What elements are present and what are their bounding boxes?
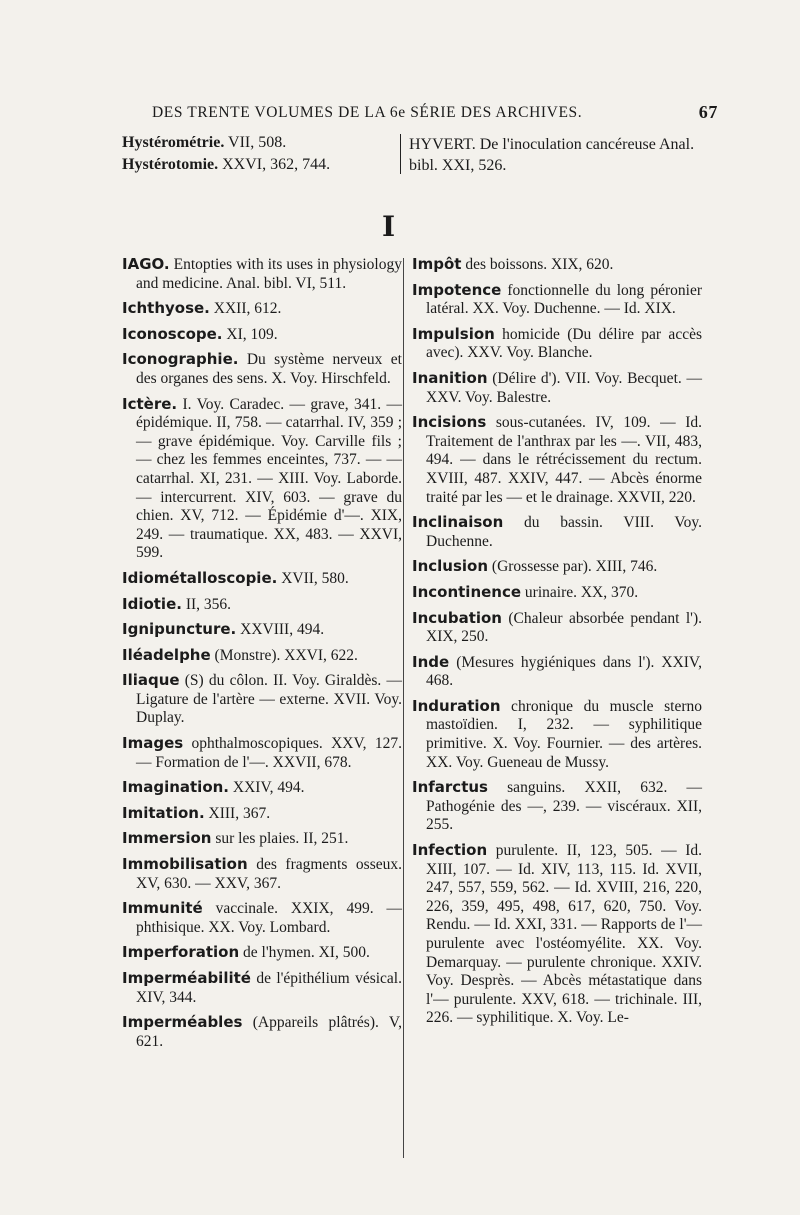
running-title: DES TRENTE VOLUMES DE LA 6e SÉRIE DES ARCHIVES. (152, 104, 583, 121)
headword: Idiotie. (122, 594, 182, 613)
index-entry (412, 255, 702, 275)
index-entry (122, 1013, 402, 1051)
entry-text: (Grossesse par). XIII, 746. (488, 558, 658, 576)
headword: Impulsion (412, 324, 495, 343)
entry-text: urinaire. XX, 370. (521, 583, 639, 601)
entry-text: (Mesures hygiéniques dans l'). XXIV, 468. (426, 653, 702, 690)
headword: Inclusion (412, 557, 489, 576)
entry-text: purulente. II, 123, 505. — Id. XIII, 107. — Id. XIV, 113, 115. Id. XVII, 247, 557, 559, 562. — Id. XVIII, 216, 220, 226, 359, 495, 498, 617, 620, 750. Voy. Rendu. — Id. XXI, 331. — Rapports de l'— purulente avec l'ostéomyélite. XX. Voy. Demarquay. — purulente chronique. XXIV. Voy. Desprès. — Abcès métastatique dans l'— purulente. XXV, 618. — trichinale. III, 226. — syphilitique. X. Voy. Le- (426, 842, 702, 1027)
index-entry (122, 899, 402, 937)
index-entry (122, 350, 402, 388)
headword: Incontinence (412, 582, 522, 601)
entry-text: vaccinale. XXIX, 499. — phthisique. XX. Voy. Lombard. (136, 900, 402, 936)
entry-text: ophthalmoscopiques. XXV, 127. — Formation de l'—. XXVII, 678. (136, 735, 402, 771)
headword: Idiométalloscopie. (122, 568, 278, 587)
entry-text: XXVI, 362, 744. (218, 156, 331, 173)
headword: Imagination. (122, 778, 230, 797)
index-entry (122, 969, 402, 1007)
index-entry (412, 513, 702, 551)
headword: Imperméables (122, 1013, 243, 1032)
index-entry (122, 255, 402, 293)
headword: Induration (412, 696, 501, 715)
index-entry (412, 413, 702, 507)
index-entry (122, 855, 402, 893)
left-column (122, 255, 402, 1057)
index-entry (122, 804, 402, 824)
index-entry (412, 325, 702, 363)
index-entry (122, 595, 402, 615)
entry-text: XVII, 580. (277, 569, 349, 587)
headword: Hystérotomie. (122, 156, 219, 173)
index-entry (412, 697, 702, 772)
headword: Impôt (412, 255, 462, 273)
entry-text: chronique du muscle sterno mastoïdien. I, 232. — syphilitique primitive. X. Voy. Fournier. — des artères. XX. Voy. Gueneau de Mussy. (426, 697, 702, 771)
entry-text: XXVIII, 494. (236, 621, 325, 639)
entry-text: de l'épithélium vésical. XIV, 344. (136, 970, 402, 1006)
headword: Incubation (412, 608, 502, 627)
entry-text: I. Voy. Caradec. — grave, 341. — épidémique. II, 758. — catarrhal. IV, 359 ; — grave épidémique. Voy. Carville fils ; — chez les femmes enceintes, 737. — — catarrhal. XI, 231. — XIII. Voy. Laborde. — intercurrent. XIV, 603. — grave du chien. XV, 712. — Épidémie d'—. XIX, 249. — traumatique. XX, 483. — XXVI, 599. (136, 395, 402, 562)
index-entry (122, 778, 402, 798)
headword: Iconoscope. (122, 324, 223, 343)
headword: Iliaque (122, 671, 180, 690)
index-entry (412, 281, 702, 319)
entry-text: sanguins. XXII, 632. — Pathogénie des —, 239. — viscéraux. XII, 255. (426, 779, 702, 834)
index-entry (412, 653, 702, 691)
headword: Inde (412, 652, 450, 671)
index-entry (122, 734, 402, 772)
entry-text: XIII, 367. (204, 804, 271, 822)
index-entry (412, 609, 702, 647)
index-entry (412, 841, 702, 1028)
entry-text: XXII, 612. (209, 300, 282, 318)
entry-text: XXIV, 494. (229, 779, 305, 797)
headword: Infection (412, 841, 488, 860)
index-entry (122, 299, 402, 319)
entry-hysterotomie (122, 156, 392, 174)
entry-text: homicide (Du délire par accès avec). XXV. Voy. Blanche. (426, 325, 702, 362)
index-entry (122, 646, 402, 666)
index-entry (122, 829, 402, 849)
entry-hysterometrie (122, 134, 392, 152)
headword: Immunité (122, 899, 203, 918)
index-entry (412, 778, 702, 835)
headword: Hystérométrie. (122, 134, 225, 151)
section-letter: I (382, 210, 396, 243)
entry-text: XI, 109. (222, 325, 278, 343)
headword: Ichthyose. (122, 299, 210, 318)
entry-text: (Délire d'). VII. Voy. Becquet. — XXV. Voy. Balestre. (426, 369, 702, 406)
index-entry (122, 569, 402, 589)
index-entry (122, 395, 402, 563)
headword: Ictère. (122, 394, 178, 413)
headword: Inclinaison (412, 513, 504, 532)
index-entry (412, 557, 702, 577)
headword: Impotence (412, 280, 502, 299)
headword: Images (122, 734, 184, 753)
headword: Immobilisation (122, 855, 248, 874)
entry-text: VII, 508. (224, 134, 287, 151)
headword: Iconographie. (122, 350, 239, 369)
headword: Iléadelphe (122, 645, 211, 664)
headword: Immersion (122, 829, 212, 848)
headword: Imperforation (122, 943, 240, 962)
entry-text: des fragments osseux. XV, 630. — XXV, 367. (136, 856, 402, 892)
entry-text: des boissons. XIX, 620. (461, 256, 614, 273)
headword: Infarctus (412, 778, 488, 797)
index-entry (412, 583, 702, 603)
entry-text: II, 356. (181, 595, 232, 613)
entry-text: Du système nerveux et des organes des sens. X. Voy. Hirschfeld. (136, 351, 402, 387)
page-number: 67 (698, 102, 718, 122)
index-entry (122, 620, 402, 640)
right-column (412, 255, 702, 1034)
top-right-entry: HYVERT. De l'inoculation cancéreuse Anal. bibl. XXI, 526. (400, 134, 719, 174)
entry-text: fonctionnelle du long péronier latéral. XX. Voy. Duchenne. — Id. XIX. (426, 281, 702, 318)
running-head (152, 102, 718, 122)
headword: Ignipuncture. (122, 620, 237, 639)
index-entry (122, 325, 402, 345)
headword: IAGO. (122, 255, 170, 273)
top-left-entries (122, 134, 392, 178)
entry-text: (Monstre). XXVI, 622. (210, 646, 358, 664)
entry-text: (Chaleur absorbée pendant l'). XIX, 250. (426, 609, 702, 646)
entry-text: Entopties with its uses in physiology and medicine. Anal. bibl. VI, 511. (136, 256, 402, 292)
entry-text: sous-cutanées. IV, 109. — Id. Traitement de l'anthrax par les —. VII, 483, 494. — dans le rétrécissement du rectum. XVIII, 487. XXIV, 447. — Abcès énorme traité par les — et le drainage. XXVII, 220. (426, 414, 702, 506)
entry-text: (Appareils plâtrés). V, 621. (136, 1014, 402, 1050)
headword: Imitation. (122, 803, 205, 822)
headword: Imperméabilité (122, 969, 251, 987)
entry-text: du bassin. VIII. Voy. Duchenne. (426, 514, 702, 550)
index-entry (412, 369, 702, 407)
headword: Incisions (412, 413, 487, 432)
index-entry (122, 671, 402, 728)
entry-text: (S) du côlon. II. Voy. Giraldès. — Ligature de l'artère — externe. XVII. Voy. Duplay. (136, 672, 402, 727)
headword: Inanition (412, 368, 488, 387)
column-divider (403, 258, 404, 1158)
index-entry (122, 943, 402, 963)
entry-text: sur les plaies. II, 251. (211, 830, 349, 848)
entry-text: de l'hymen. XI, 500. (239, 944, 370, 962)
